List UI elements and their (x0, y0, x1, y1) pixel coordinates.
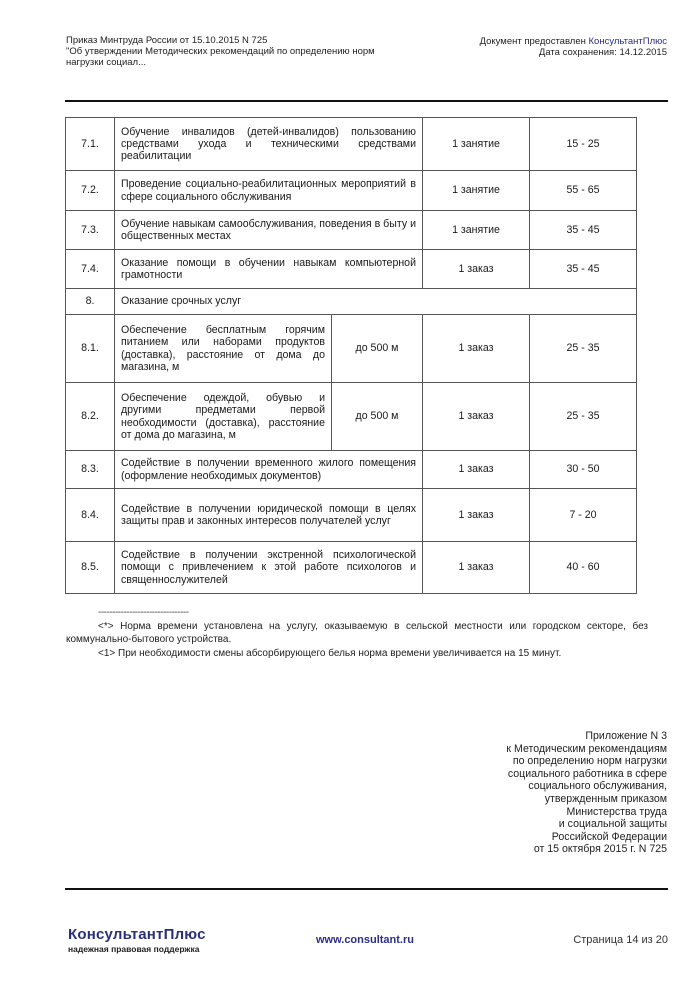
appendix-line: Министерства труда (566, 805, 667, 818)
row-number: 8.4. (66, 489, 115, 542)
row-number: 8.5. (66, 542, 115, 594)
time-norm-cell: 35 - 45 (530, 211, 637, 250)
table-row (66, 542, 637, 594)
appendix-line: утвержденным приказом (544, 792, 667, 805)
document-reference (66, 35, 406, 68)
footnote-star: <*> Норма времени установлена на услугу, оказываемую в сельской местности или городском секторе, без коммунально-бытового устройства. (66, 620, 648, 645)
service-description: Проведение социально-реабилитационных мероприятий в сфере социального обслуживания (115, 171, 423, 211)
row-number: 8.3. (66, 451, 115, 489)
appendix-line: от 15 октября 2015 г. N 725 (533, 843, 667, 856)
appendix-heading (506, 730, 667, 856)
footnote-separator: -------------------------------- (98, 607, 189, 618)
appendix-line: социального работника в сфере (507, 767, 667, 780)
row-number: 7.3. (66, 211, 115, 250)
time-norm-cell: 35 - 45 (530, 250, 637, 289)
time-norm-cell: 15 - 25 (530, 118, 637, 171)
unit-cell: 1 заказ (423, 383, 530, 451)
service-description: Обеспечение одеждой, обувью и другими предметами первой необходимости (доставка), расстояние от дома до магазина, м (115, 383, 332, 451)
provided-by-brand-link[interactable]: КонсультантПлюс (588, 36, 667, 47)
table-row (66, 383, 637, 451)
unit-cell: 1 занятие (423, 211, 530, 250)
footer-website-link[interactable]: www.consultant.ru (316, 934, 414, 946)
time-norm-cell: 7 - 20 (530, 489, 637, 542)
provided-by-prefix: Документ предоставлен (479, 36, 589, 47)
time-norm-cell: 25 - 35 (530, 315, 637, 383)
appendix-line: по определению норм нагрузки (512, 755, 667, 768)
time-norm-cell: 30 - 50 (530, 451, 637, 489)
unit-cell: 1 занятие (423, 171, 530, 211)
time-norm-cell: 25 - 35 (530, 383, 637, 451)
brand-name: КонсультантПлюс (68, 926, 206, 943)
row-number: 8.1. (66, 315, 115, 383)
service-description: Содействие в получении экстренной психологической помощи с привлечением к этой работе психологов и священнослужителей (115, 542, 423, 594)
service-description: Обучение навыкам самообслуживания, поведения в быту и общественных местах (115, 211, 423, 250)
appendix-line: и социальной защиты (558, 818, 667, 831)
brand-tagline: надежная правовая поддержка (68, 944, 200, 954)
table-row (66, 211, 637, 250)
time-norm-cell: 40 - 60 (530, 542, 637, 594)
section-number: 8. (66, 289, 115, 315)
service-description: Обеспечение бесплатным горячим питанием или наборами продуктов (доставка), расстояние от дома до магазина, м (115, 315, 332, 383)
row-number: 8.2. (66, 383, 115, 451)
footnote-1: <1> При необходимости смены абсорбирующего белья норма времени увеличивается на 15 минут. (98, 647, 562, 659)
footer-divider (65, 888, 668, 890)
table-row (66, 250, 637, 289)
time-norm-cell: 55 - 65 (530, 171, 637, 211)
doc-ref-line1: Приказ Минтруда России от 15.10.2015 N 725 (66, 35, 268, 46)
save-date: Дата сохранения: 14.12.2015 (538, 47, 667, 58)
page-indicator: Страница 14 из 20 (573, 934, 668, 946)
row-number: 7.1. (66, 118, 115, 171)
norms-table (65, 117, 637, 594)
row-number: 7.2. (66, 171, 115, 211)
appendix-line: Российской Федерации (551, 830, 667, 843)
footnotes (66, 606, 648, 660)
unit-cell: 1 заказ (423, 489, 530, 542)
service-description: Обучение инвалидов (детей-инвалидов) пользованию средствами ухода и техническими средствами реабилитации (115, 118, 423, 171)
unit-cell: 1 занятие (423, 118, 530, 171)
provided-by-block (480, 36, 667, 58)
distance-cell: до 500 м (332, 315, 423, 383)
table-row (66, 118, 637, 171)
service-description: Оказание помощи в обучении навыкам компьютерной грамотности (115, 250, 423, 289)
table-row (66, 171, 637, 211)
row-number: 7.4. (66, 250, 115, 289)
section-header-row (66, 289, 637, 315)
table-row (66, 451, 637, 489)
doc-ref-line2: "Об утверждении Методических рекомендаций по определению норм нагрузки социал... (66, 46, 375, 68)
table-row (66, 489, 637, 542)
unit-cell: 1 заказ (423, 542, 530, 594)
appendix-line: Приложение N 3 (585, 730, 667, 742)
unit-cell: 1 заказ (423, 451, 530, 489)
service-description: Содействие в получении юридической помощи в целях защиты прав и законных интересов получателей услуг (115, 489, 423, 542)
unit-cell: 1 заказ (423, 250, 530, 289)
distance-cell: до 500 м (332, 383, 423, 451)
header-divider (65, 100, 668, 102)
unit-cell: 1 заказ (423, 315, 530, 383)
footer-brand-logo[interactable] (68, 926, 206, 954)
section-title: Оказание срочных услуг (115, 289, 637, 315)
service-description: Содействие в получении временного жилого помещения (оформление необходимых документов) (115, 451, 423, 489)
appendix-line: к Методическим рекомендациям (506, 742, 667, 755)
table-row (66, 315, 637, 383)
appendix-line: социального обслуживания, (528, 780, 667, 793)
